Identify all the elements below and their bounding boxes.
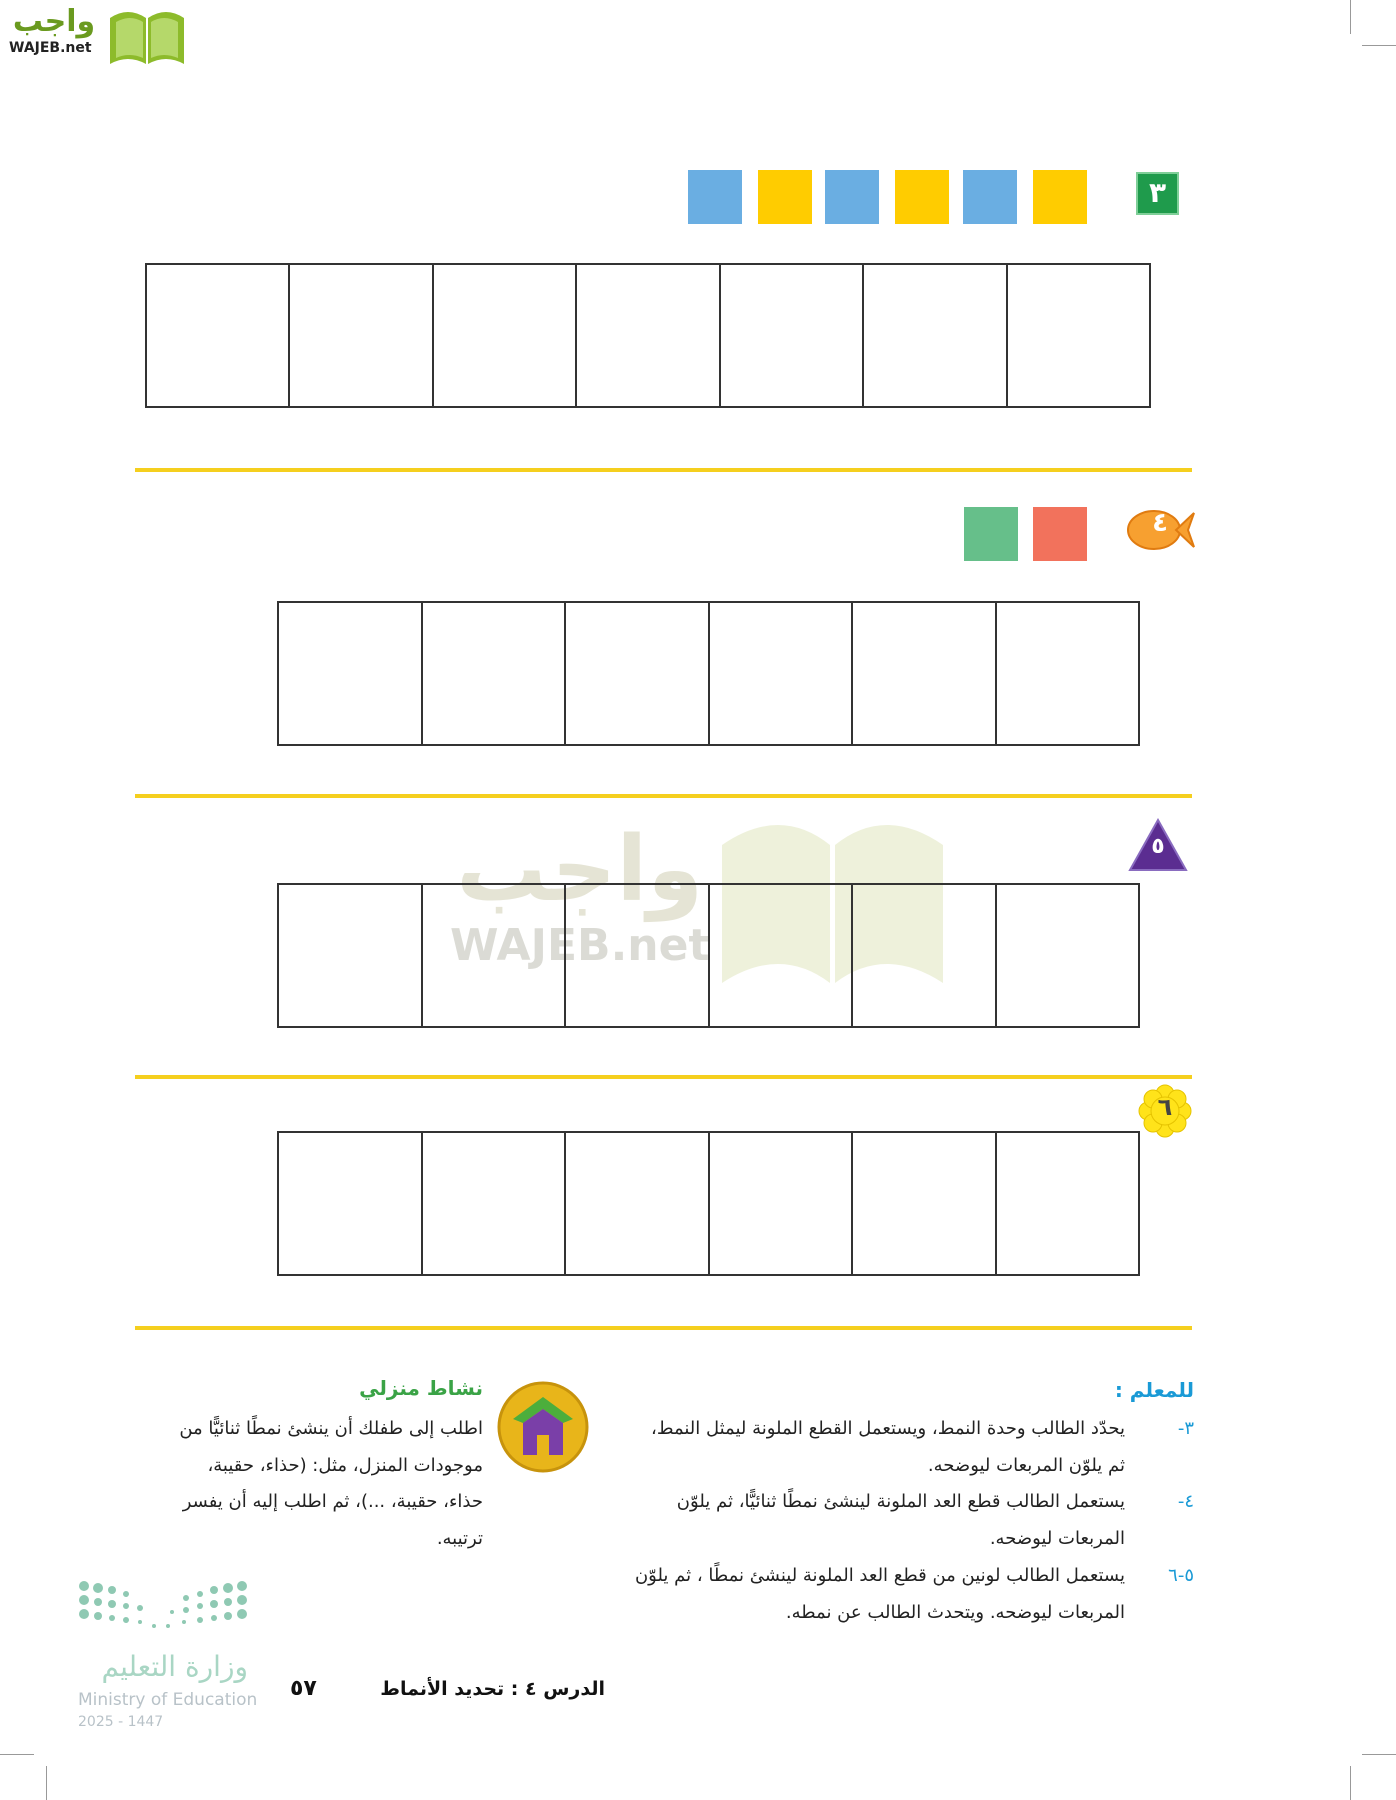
answer-grid-4 <box>277 601 1140 746</box>
answer-grid-5 <box>277 883 1140 1028</box>
lesson-title: الدرس ٤ : تحديد الأنماط <box>380 1678 605 1700</box>
answer-cell[interactable] <box>421 885 565 1026</box>
teacher-item-text: ثم يلوّن المربعات ليوضحه. <box>927 1455 1125 1476</box>
answer-cell[interactable] <box>851 885 995 1026</box>
home-activity-icon <box>497 1381 589 1473</box>
divider <box>135 1326 1192 1330</box>
crop-mark <box>1362 1754 1396 1755</box>
answer-cell[interactable] <box>279 1133 421 1274</box>
teacher-item-text: يستعمل الطالب لونين من قطع العد الملونة لينشئ نمطًا ، ثم يلوّن <box>634 1565 1125 1586</box>
exercise-5-number: ٥ <box>1151 834 1165 859</box>
answer-cell[interactable] <box>851 603 995 744</box>
pattern-swatch-blue <box>963 170 1017 224</box>
answer-cell[interactable] <box>575 265 718 406</box>
answer-grid-6 <box>277 1131 1140 1276</box>
home-activity-text: ترتيبه. <box>436 1528 483 1549</box>
answer-cell[interactable] <box>995 885 1139 1026</box>
answer-cell[interactable] <box>995 1133 1139 1274</box>
answer-cell[interactable] <box>564 1133 708 1274</box>
teacher-item-text: المربعات ليوضحه. ويتحدث الطالب عن نمطه. <box>785 1602 1125 1623</box>
crop-mark <box>1350 0 1351 34</box>
logo-latin: WAJEB.net <box>9 40 92 56</box>
home-activity-text: موجودات المنزل، مثل: (حذاء، حقيبة، <box>207 1455 483 1476</box>
answer-cell[interactable] <box>288 265 431 406</box>
answer-cell[interactable] <box>862 265 1005 406</box>
teacher-item-number: ٣- <box>1177 1418 1194 1439</box>
answer-cell[interactable] <box>995 603 1139 744</box>
answer-cell[interactable] <box>279 603 421 744</box>
ministry-name-english: Ministry of Education <box>78 1690 258 1710</box>
answer-cell[interactable] <box>708 885 852 1026</box>
divider <box>135 468 1192 472</box>
teacher-item-number: ٥-٦ <box>1168 1565 1194 1586</box>
home-activity-text: حذاء، حقيبة، ...)، ثم اطلب إليه أن يفسر <box>182 1491 483 1512</box>
pattern-swatch-yellow <box>1033 170 1087 224</box>
crop-mark <box>46 1766 47 1800</box>
pattern-swatch-yellow <box>895 170 949 224</box>
ministry-name-arabic: وزارة التعليم <box>101 1650 248 1683</box>
watermark-arabic: واجب <box>456 817 704 922</box>
crop-mark <box>0 1754 34 1755</box>
answer-cell[interactable] <box>1006 265 1149 406</box>
answer-cell[interactable] <box>279 885 421 1026</box>
logo-arabic: واجب <box>12 4 96 39</box>
exercise-4-number: ٤ <box>1152 508 1168 538</box>
answer-cell[interactable] <box>421 603 565 744</box>
exercise-3-badge: ٣ <box>1136 172 1179 215</box>
wajeb-logo[interactable] <box>9 4 99 56</box>
home-activity-heading: نشاط منزلي <box>359 1376 483 1400</box>
crop-mark <box>1362 45 1396 46</box>
pattern-swatch-red <box>1033 507 1087 561</box>
book-icon <box>106 4 188 66</box>
teacher-item-text: يحدّد الطالب وحدة النمط، ويستعمل القطع الملونة ليمثل النمط، <box>651 1418 1125 1439</box>
answer-grid-3 <box>145 263 1151 408</box>
exercise-6-number: ٦ <box>1157 1093 1173 1121</box>
answer-cell[interactable] <box>147 265 288 406</box>
pattern-swatch-yellow <box>758 170 812 224</box>
pattern-swatch-green <box>964 507 1018 561</box>
answer-cell[interactable] <box>719 265 862 406</box>
answer-cell[interactable] <box>708 603 852 744</box>
answer-cell[interactable] <box>851 1133 995 1274</box>
ministry-year: 2025 - 1447 <box>78 1714 164 1730</box>
answer-cell[interactable] <box>432 265 575 406</box>
divider <box>135 794 1192 798</box>
pattern-swatch-blue <box>825 170 879 224</box>
teacher-heading: للمعلم : <box>1114 1378 1194 1402</box>
teacher-item-text: المربعات ليوضحه. <box>989 1528 1125 1549</box>
teacher-item-text: يستعمل الطالب قطع العد الملونة لينشئ نمطًا ثنائيًّا، ثم يلوّن <box>676 1491 1125 1512</box>
answer-cell[interactable] <box>564 885 708 1026</box>
answer-cell[interactable] <box>708 1133 852 1274</box>
page-number: ٥٧ <box>290 1676 317 1701</box>
crop-mark <box>1350 1766 1351 1800</box>
home-activity-text: اطلب إلى طفلك أن ينشئ نمطًا ثنائيًّا من <box>179 1418 483 1439</box>
divider <box>135 1075 1192 1079</box>
pattern-swatch-blue <box>688 170 742 224</box>
answer-cell[interactable] <box>564 603 708 744</box>
teacher-item-number: ٤- <box>1177 1491 1194 1512</box>
watermark-latin: WAJEB.net <box>450 920 710 971</box>
answer-cell[interactable] <box>421 1133 565 1274</box>
ministry-logo-dots-icon <box>78 1580 248 1640</box>
